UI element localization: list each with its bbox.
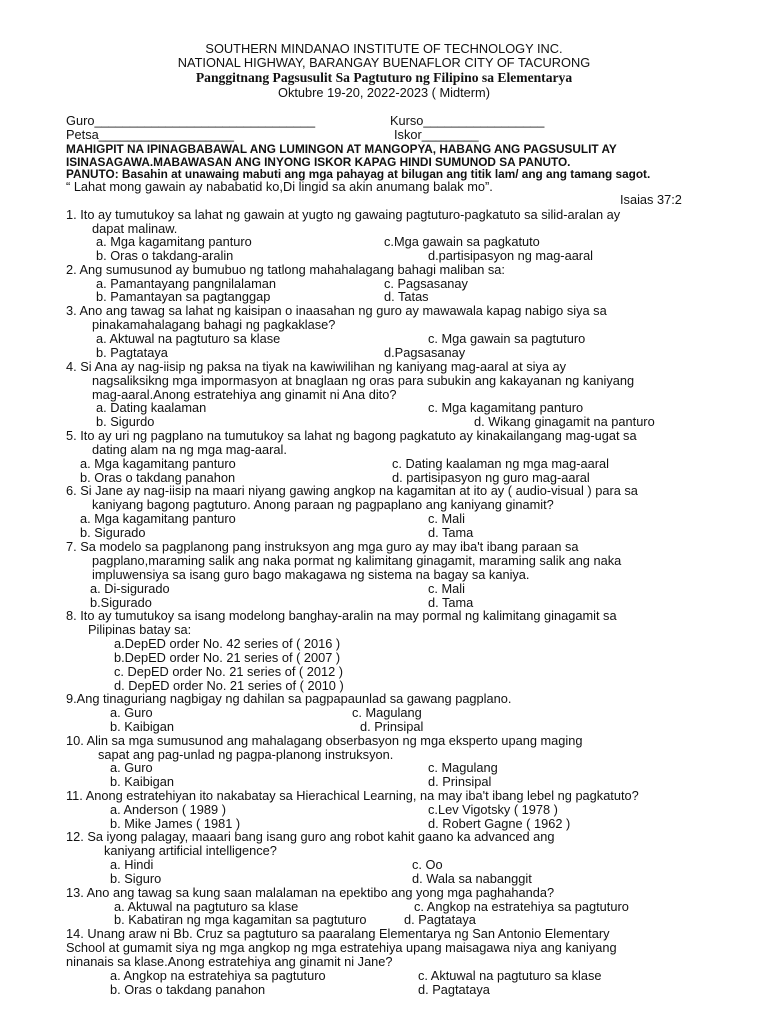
question-12-text: kaniyang artificial intelligence? [104, 843, 277, 858]
question-4-text: mag-aaral.Anong estratehiya ang ginamit ni Ana dito? [92, 387, 397, 402]
question-5-text: 5. Ito ay uri ng pagplano na tumutukoy sa lahat ng bagong pagkatuto ay kinakailangang mag-ugat sa [66, 428, 637, 443]
petsa-field[interactable]: Petsa___________________ [66, 127, 234, 142]
question-11-choice[interactable]: c.Lev Vigotsky ( 1978 ) [428, 802, 558, 817]
question-6-choice[interactable]: d. Tama [428, 525, 474, 540]
question-6-choice[interactable]: a. Mga kagamitang panturo [80, 511, 236, 526]
question-8-choice[interactable]: b.DepED order No. 21 series of ( 2007 ) [114, 650, 341, 665]
question-8-text: Pilipinas batay sa: [88, 622, 192, 637]
question-13-choice[interactable]: a. Aktuwal na pagtuturo sa klase [114, 899, 299, 914]
question-10-choice[interactable]: b. Kaibigan [110, 774, 175, 789]
question-11-choice[interactable]: d. Robert Gagne ( 1962 ) [428, 816, 571, 831]
question-4-text: nagsaliksikng mga impormasyon at bnaglaan ng oras para subukin ang kakayanan ng kaniyang [92, 373, 635, 388]
question-14-text: 14. Unang araw ni Bb. Cruz sa pagtuturo sa paaralang Elementarya ng San Antonio Elementary [66, 926, 610, 941]
question-2-choice[interactable]: a. Pamantayang pangnilalaman [96, 276, 276, 291]
question-4-choice[interactable]: b. Sigurdo [96, 414, 155, 429]
question-11-choice[interactable]: b. Mike James ( 1981 ) [110, 816, 241, 831]
question-2-choice[interactable]: d. Tatas [384, 289, 429, 304]
question-9-choice[interactable]: b. Kaibigan [110, 719, 175, 734]
question-6-text: kaniyang bagong pagtuturo. Anong paraan ng pagpaplano ang kaniyang ginamit? [92, 497, 554, 512]
question-3-choice[interactable]: a. Aktuwal na pagtuturo sa klase [96, 331, 281, 346]
question-1-choice[interactable]: b. Oras o takdang-aralin [96, 248, 234, 263]
question-7-text: impluwensiya sa isang guro bago makagawa ng sistema na bagay sa kaniya. [92, 567, 530, 582]
question-12-text: 12. Sa iyong palagay, maaari bang isang guro ang robot kahit gaano ka advanced ang [66, 829, 555, 844]
question-12-choice[interactable]: a. Hindi [110, 857, 154, 872]
question-6-text: 6. Si Jane ay nag-iisip na maari niyang gawing angkop na kagamitan at ito ay ( audio-visual ) para sa [66, 483, 638, 498]
question-10-choice[interactable]: d. Prinsipal [428, 774, 492, 789]
question-9-text: 9.Ang tinaguriang nagbigay ng dahilan sa pagpapaunlad sa gawang pagplano. [66, 691, 512, 706]
institution-address: NATIONAL HIGHWAY, BARANGAY BUENAFLOR CITY OF TACURONG [177, 55, 591, 70]
question-5-text: dating alam na ng mga mag-aaral. [92, 442, 287, 457]
question-3-choice[interactable]: b. Pagtataya [96, 345, 168, 360]
question-5-choice[interactable]: c. Dating kaalaman ng mga mag-aaral [392, 456, 609, 471]
question-8-text: 8. Ito ay tumutukoy sa isang modelong banghay-aralin na may pormal ng kalimitang ginagamit sa [66, 608, 617, 623]
question-10-text: sapat ang pag-unlad ng pagpa-planong instruksyon. [98, 747, 394, 762]
question-3-text: 3. Ano ang tawag sa lahat ng kaisipan o inaasahan ng guro ay mawawala kapag nabigo siya sa [66, 303, 607, 318]
question-1-choice[interactable]: a. Mga kagamitang panturo [96, 234, 252, 249]
warning-line-2: ISINASAGAWA.MABAWASAN ANG INYONG ISKOR KAPAG HINDI SUMUNOD SA PANUTO. [66, 155, 571, 169]
question-4-choice[interactable]: d. Wikang ginagamit na panturo [474, 414, 655, 429]
exam-title: Panggitnang Pagsusulit Sa Pagtuturo ng Filipino sa Elementarya [195, 70, 573, 85]
question-5-choice[interactable]: d. partisipasyon ng guro mag-aaral [392, 470, 590, 485]
question-13-choice[interactable]: c. Angkop na estratehiya sa pagtuturo [414, 899, 629, 914]
question-7-text: pagplano,maraming salik ang naka pormat ng kalimitang ginagamit, maraming salik ang naka [92, 553, 622, 568]
question-8-choice[interactable]: d. DepED order No. 21 series of ( 2010 ) [114, 678, 344, 693]
question-8-choice[interactable]: a.DepED order No. 42 series of ( 2016 ) [114, 636, 341, 651]
question-14-choice[interactable]: a. Angkop na estratehiya sa pagtuturo [110, 968, 326, 983]
question-4-text: 4. Si Ana ay nag-iisip ng paksa na tiyak na kawiwilihan ng kaniyang mag-aaral at siya ay [66, 359, 567, 374]
iskor-field[interactable]: Iskor________ [394, 127, 479, 142]
question-9-choice[interactable]: a. Guro [110, 705, 153, 720]
question-10-text: 10. Alin sa mga sumusunod ang mahalagang obserbasyon ng mga eksperto upang maging [66, 733, 583, 748]
question-7-choice[interactable]: a. Di-sigurado [90, 581, 170, 596]
question-11-text: 11. Anong estratehiyan ito nakabatay sa Hierachical Learning, na may iba't ibang lebel ng pagkatuto? [66, 788, 639, 803]
question-1-choice[interactable]: c.Mga gawain sa pagkatuto [384, 234, 540, 249]
question-10-choice[interactable]: c. Magulang [428, 760, 498, 775]
question-3-text: pinakamahalagang bahagi ng pagkaklase? [92, 317, 336, 332]
question-14-choice[interactable]: d. Pagtataya [418, 982, 490, 997]
question-2-choice[interactable]: c. Pagsasanay [384, 276, 468, 291]
quote-source: Isaias 37:2 [620, 192, 682, 207]
question-7-choice[interactable]: d. Tama [428, 595, 474, 610]
question-2-text: 2. Ang sumusunod ay bumubuo ng tatlong mahahalagang bahagi maliban sa: [66, 262, 505, 277]
question-5-choice[interactable]: b. Oras o takdang panahon [80, 470, 236, 485]
question-7-choice[interactable]: c. Mali [428, 581, 465, 596]
question-12-choice[interactable]: b. Siguro [110, 871, 162, 886]
question-10-choice[interactable]: a. Guro [110, 760, 153, 775]
question-7-choice[interactable]: b.Sigurado [90, 595, 152, 610]
institution-name: SOUTHERN MINDANAO INSTITUTE OF TECHNOLOGY INC. [205, 41, 563, 56]
question-9-choice[interactable]: c. Magulang [352, 705, 422, 720]
question-5-choice[interactable]: a. Mga kagamitang panturo [80, 456, 236, 471]
exam-date: Oktubre 19-20, 2022-2023 ( Midterm) [278, 85, 490, 100]
question-14-choice[interactable]: c. Aktuwal na pagtuturo sa klase [418, 968, 602, 983]
question-2-choice[interactable]: b. Pamantayan sa pagtanggap [96, 289, 271, 304]
bible-quote: “ Lahat mong gawain ay nababatid ko,Di lingid sa akin anumang balak mo”. [66, 179, 493, 194]
question-12-choice[interactable]: c. Oo [412, 857, 443, 872]
question-9-choice[interactable]: d. Prinsipal [360, 719, 424, 734]
guro-field[interactable]: Guro_______________________________ [66, 113, 316, 128]
question-12-choice[interactable]: d. Wala sa nabanggit [412, 871, 532, 886]
question-14-text: ninanais sa klase.Anong estratehiya ang ginamit ni Jane? [66, 954, 393, 969]
instruction: PANUTO: Basahin at unawaing mabuti ang mga pahayag at bilugan ang titik lam/ ang ang tamang sagot. [66, 167, 651, 181]
question-11-choice[interactable]: a. Anderson ( 1989 ) [110, 802, 226, 817]
kurso-field[interactable]: Kurso_________________ [390, 113, 545, 128]
question-13-text: 13. Ano ang tawag sa kung saan malalaman na epektibo ang yong mga paghahanda? [66, 885, 555, 900]
question-8-choice[interactable]: c. DepED order No. 21 series of ( 2012 ) [114, 664, 344, 679]
question-3-choice[interactable]: c. Mga gawain sa pagtuturo [428, 331, 586, 346]
question-6-choice[interactable]: c. Mali [428, 511, 465, 526]
question-3-choice[interactable]: d.Pagsasanay [384, 345, 466, 360]
question-1-choice[interactable]: d.partisipasyon ng mag-aaral [428, 248, 594, 263]
question-13-choice[interactable]: b. Kabatiran ng mga kagamitan sa pagtuturo [114, 912, 367, 927]
question-14-choice[interactable]: b. Oras o takdang panahon [110, 982, 266, 997]
question-14-text: School at gumamit siya ng mga angkop ng mga estratehiya upang maisagawa niya ang kaniyang [66, 940, 617, 955]
question-6-choice[interactable]: b. Sigurado [80, 525, 146, 540]
question-1-text: dapat malinaw. [92, 221, 178, 236]
question-7-text: 7. Sa modelo sa pagplanong pang instruksyon ang mga guro ay may iba't ibang paraan sa [66, 539, 579, 554]
question-13-choice[interactable]: d. Pagtataya [404, 912, 476, 927]
warning-line-1: MAHIGPIT NA IPINAGBABAWAL ANG LUMINGON AT MANGOPYA, HABANG ANG PAGSUSULIT AY [66, 142, 617, 156]
question-4-choice[interactable]: a. Dating kaalaman [96, 400, 207, 415]
question-4-choice[interactable]: c. Mga kagamitang panturo [428, 400, 584, 415]
question-1-text: 1. Ito ay tumutukoy sa lahat ng gawain at yugto ng gawaing pagtuturo-pagkatuto sa silid-aralan ay [66, 207, 621, 222]
